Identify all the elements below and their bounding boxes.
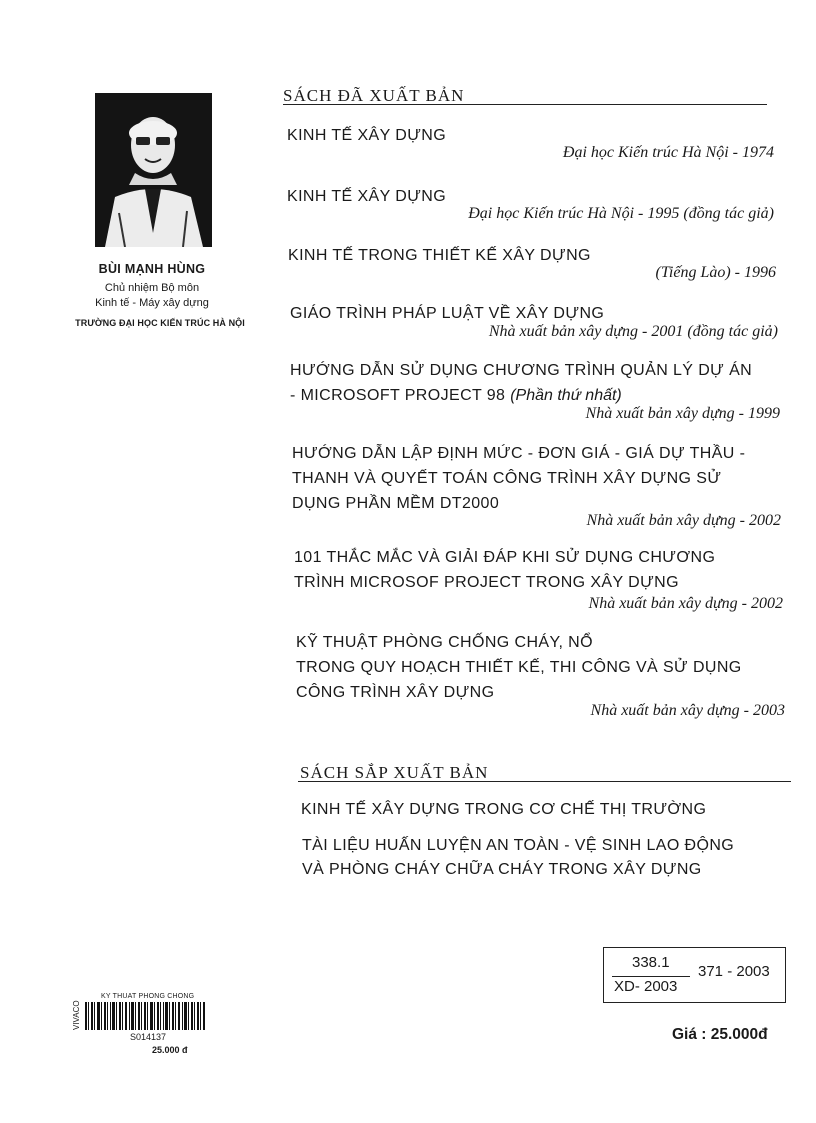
barcode-number: S014137 — [130, 1032, 167, 1042]
book-title-line: TRONG QUY HOẠCH THIẾT KẾ, THI CÔNG VÀ SỬ DỤNG — [296, 659, 742, 676]
book-publisher: Nhà xuất bản xây dựng - 2003 — [590, 702, 785, 719]
book-title-line: 101 THẮC MẮC VÀ GIẢI ĐÁP KHI SỬ DỤNG CHƯƠNG — [294, 549, 716, 566]
book-title-text: - MICROSOFT PROJECT 98 — [290, 387, 506, 404]
book-title-line: HƯỚNG DẪN SỬ DỤNG CHƯƠNG TRÌNH QUẢN LÝ DỰ ÁN — [290, 362, 753, 379]
barcode-price: 25.000 đ — [152, 1045, 188, 1055]
barcode-title: KY THUAT PHONG CHONG — [101, 993, 195, 1000]
classification-box — [603, 947, 786, 1003]
book-title-line: CÔNG TRÌNH XÂY DỰNG — [296, 684, 495, 701]
book-title-line: DỤNG PHẦN MỀM DT2000 — [292, 495, 500, 512]
price-label: Giá : 25.000đ — [672, 1026, 768, 1043]
book-title — [292, 441, 745, 516]
book-title — [290, 358, 752, 408]
book-publisher: (Tiếng Lào) - 1996 — [655, 264, 776, 281]
book-publisher: Đại học Kiến trúc Hà Nội - 1974 — [562, 144, 774, 161]
classification-top: 338.1 — [632, 954, 670, 971]
upcoming-book-line: VÀ PHÒNG CHÁY CHỮA CHÁY TRONG XÂY DỰNG — [302, 861, 702, 878]
book-title: KINH TẾ TRONG THIẾT KẾ XÂY DỰNG — [288, 247, 591, 264]
published-heading-rule — [283, 104, 767, 105]
book-title-line: THANH VÀ QUYẾT TOÁN CÔNG TRÌNH XÂY DỰNG SỬ — [292, 470, 722, 487]
upcoming-book-line: TÀI LIỆU HUẤN LUYỆN AN TOÀN - VỆ SINH LAO ĐỘNG — [302, 837, 735, 854]
upcoming-book — [302, 834, 734, 882]
author-name: BÙI MẠNH HÙNG — [98, 262, 206, 276]
book-publisher: Đại học Kiến trúc Hà Nội - 1995 (đồng tác giả) — [468, 205, 774, 222]
book-title-line: KỸ THUẬT PHÒNG CHỐNG CHÁY, NỔ — [296, 634, 593, 651]
author-role — [62, 281, 242, 311]
book-title — [294, 545, 715, 595]
book-title — [296, 630, 742, 705]
book-publisher: Nhà xuất bản xây dựng - 2001 (đồng tác giả) — [488, 323, 778, 340]
book-title: GIÁO TRÌNH PHÁP LUẬT VỀ XÂY DỰNG — [290, 305, 605, 322]
published-heading: SÁCH ĐÃ XUẤT BẢN — [283, 86, 465, 105]
book-title-line: TRÌNH MICROSOF PROJECT TRONG XÂY DỰNG — [294, 574, 679, 591]
upcoming-book: KINH TẾ XÂY DỰNG TRONG CƠ CHẾ THỊ TRƯỜNG — [301, 801, 707, 818]
book-title-line: HƯỚNG DẪN LẬP ĐỊNH MỨC - ĐƠN GIÁ - GIÁ DỰ THẦU - — [292, 445, 746, 462]
book-publisher: Nhà xuất bản xây dựng - 2002 — [586, 512, 781, 529]
upcoming-heading: SÁCH SẮP XUẤT BẢN — [300, 763, 489, 782]
author-photo — [95, 93, 212, 247]
upcoming-heading-rule — [298, 781, 791, 782]
author-school: TRƯỜNG ĐẠI HỌC KIẾN TRÚC HÀ NỘI — [75, 318, 245, 328]
book-publisher: Nhà xuất bản xây dựng - 2002 — [588, 595, 783, 612]
classification-divider — [612, 976, 690, 977]
author-role-line2: Kinh tế - Máy xây dựng — [95, 297, 209, 309]
book-title: KINH TẾ XÂY DỰNG — [287, 188, 447, 205]
classification-bottom: XD- 2003 — [614, 978, 678, 995]
book-publisher: Nhà xuất bản xây dựng - 1999 — [585, 405, 780, 422]
book-title: KINH TẾ XÂY DỰNG — [287, 127, 447, 144]
barcode-brand: VIVACO — [72, 1000, 81, 1030]
author-role-line1: Chủ nhiệm Bộ môn — [104, 282, 200, 294]
classification-code: 371 - 2003 — [698, 963, 770, 980]
barcode-graphic — [85, 1002, 207, 1030]
book-title-note: (Phần thứ nhất) — [510, 387, 622, 404]
